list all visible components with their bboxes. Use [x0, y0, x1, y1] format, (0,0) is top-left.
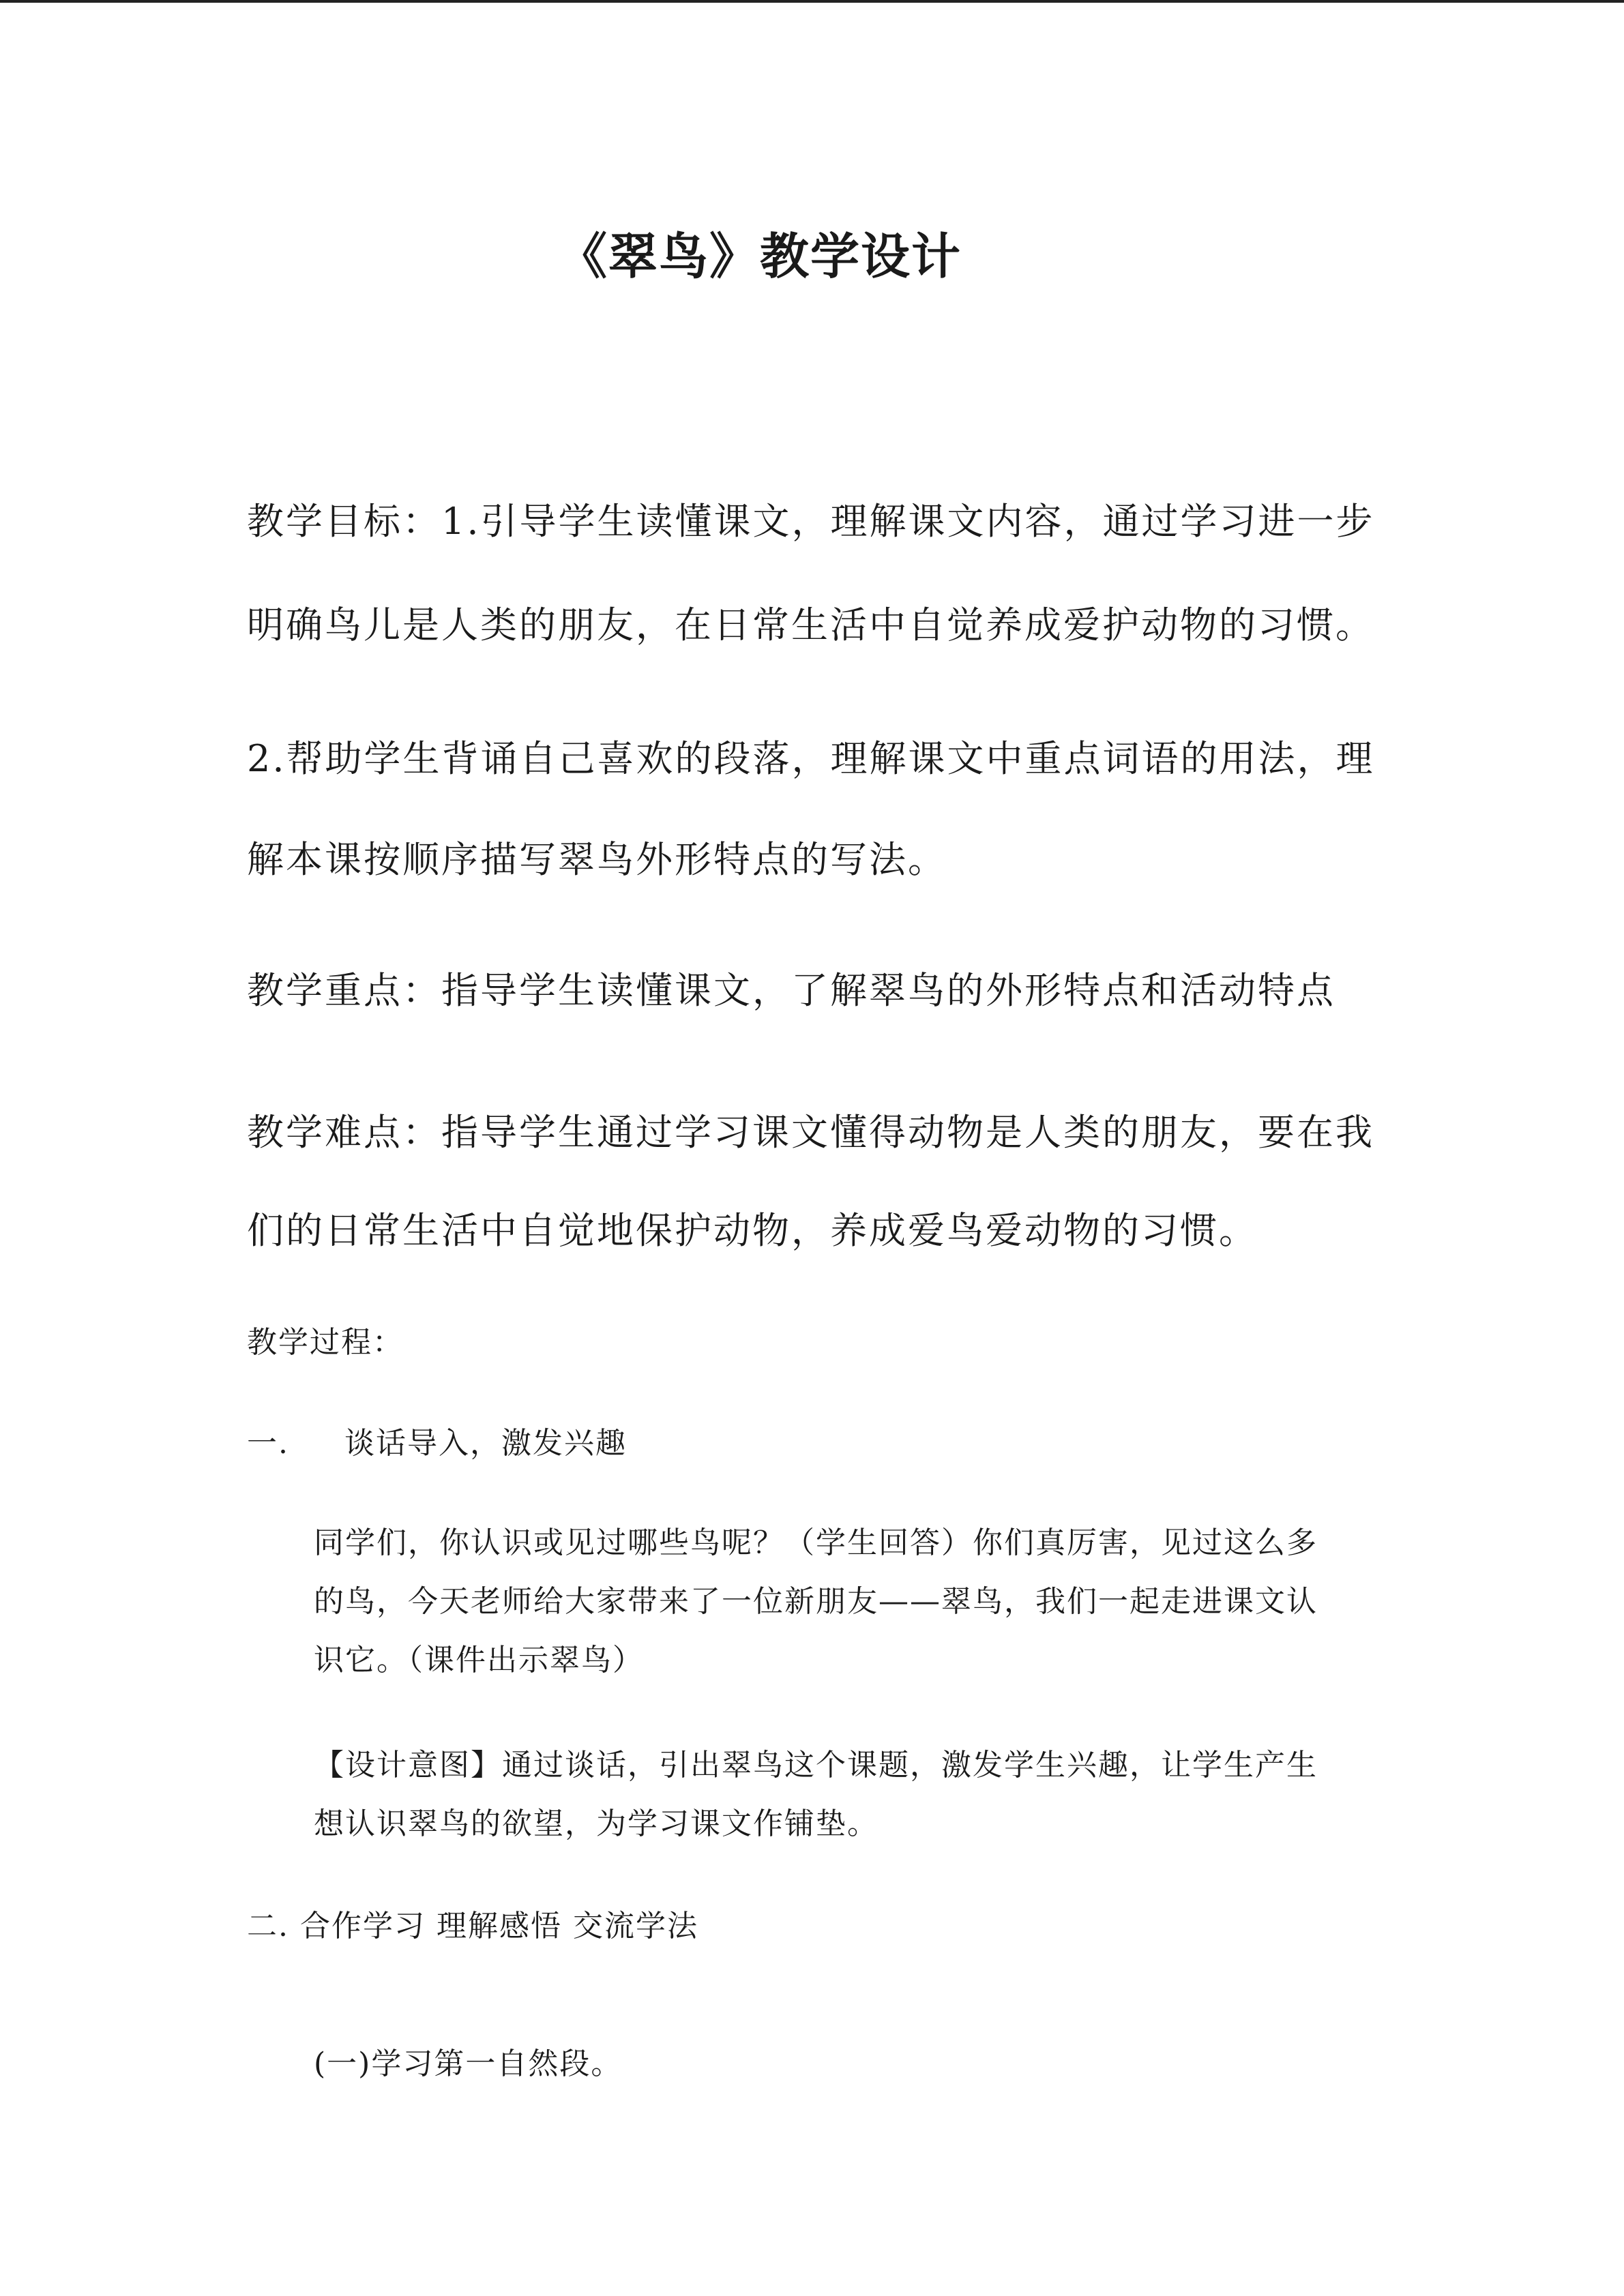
teaching-key-point: 教学重点：指导学生读懂课文，了解翠鸟的外形特点和活动特点 — [247, 969, 1335, 1012]
section-2-subsection-1: (一)学习第一自然段。 — [314, 2046, 623, 2081]
section-1-paragraph-line-1: 同学们，你认识或见过哪些鸟呢？（学生回答）你们真厉害，见过这么多 — [314, 1525, 1318, 1560]
section-1-paragraph-line-3: 识它。（课件出示翠鸟） — [314, 1643, 644, 1678]
section-1-number: 一. — [247, 1426, 289, 1461]
teaching-process-label: 教学过程： — [247, 1325, 404, 1360]
teaching-goals-line-4: 解本课按顺序描写翠鸟外形特点的写法。 — [247, 838, 947, 881]
section-1-heading: 谈话导入，激发兴趣 — [344, 1426, 627, 1461]
section-1-paragraph-line-2: 的鸟，今天老师给大家带来了一位新朋友——翠鸟，我们一起走进课文认 — [314, 1584, 1318, 1619]
teaching-goals-line-2: 明确鸟儿是人类的朋友，在日常生活中自觉养成爱护动物的习惯。 — [247, 603, 1374, 646]
section-2-heading: 二. 合作学习 理解感悟 交流学法 — [247, 1909, 698, 1943]
document-title: 《翠鸟》教学设计 — [558, 227, 962, 285]
teaching-goals-line-1: 教学目标：1.引导学生读懂课文，理解课文内容，通过学习进一步 — [247, 500, 1375, 543]
page-top-border — [0, 0, 1624, 3]
teaching-difficulty-line-2: 们的日常生活中自觉地保护动物，养成爱鸟爱动物的习惯。 — [247, 1209, 1258, 1252]
design-intent-line-2: 想认识翠鸟的欲望，为学习课文作铺垫。 — [314, 1806, 879, 1841]
teaching-goals-line-3: 2.帮助学生背诵自己喜欢的段落，理解课文中重点词语的用法，理 — [247, 737, 1375, 780]
teaching-difficulty-line-1: 教学难点：指导学生通过学习课文懂得动物是人类的朋友，要在我 — [247, 1111, 1374, 1154]
design-intent-line-1: 【设计意图】通过谈话，引出翠鸟这个课题，激发学生兴趣，让学生产生 — [314, 1748, 1318, 1783]
